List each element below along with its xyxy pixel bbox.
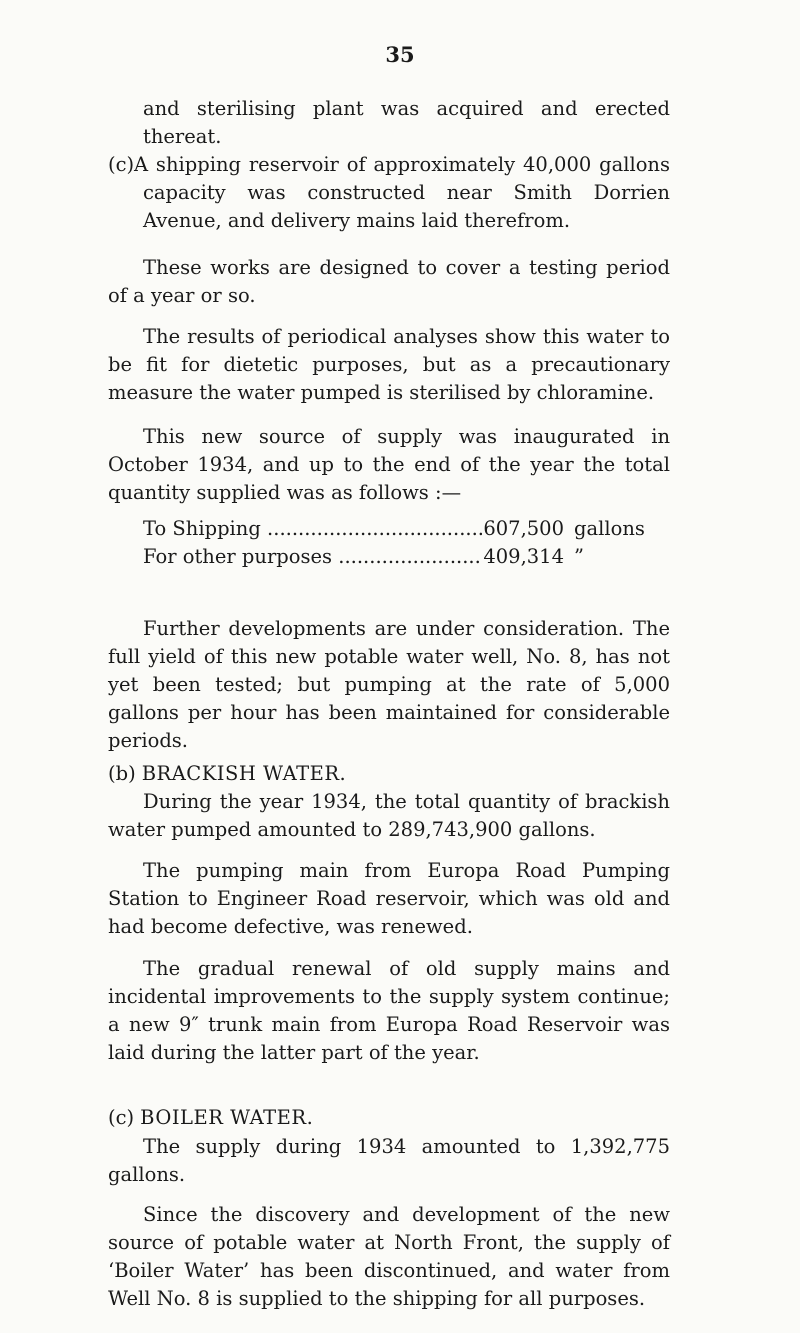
paragraph-main: The pumping main from Europa Road Pumping Station to Engineer Road reservoir, which was old and had become defective, was renewed.	[108, 859, 670, 938]
item-label: (c)	[108, 153, 135, 176]
paragraph-works: These works are designed to cover a testing period of a year or so.	[108, 256, 670, 307]
paragraph-renewal: The gradual renewal of old supply mains and incidental improvements to the supply system continue; a new 9″ trunk main from Europa Road Reservoir was laid during the latter part of the year.	[108, 957, 670, 1064]
heading-boiler: (c) BOILER WATER.	[108, 1106, 314, 1129]
list-item-c	[108, 151, 670, 235]
item-text: A shipping reservoir of approximately 40,000 gallons capacity was constructed near Smith Dorrien Avenue, and delivery mains laid therefrom.	[134, 153, 670, 232]
paragraph-boiler: The supply during 1934 amounted to 1,392,775 gallons.	[108, 1135, 670, 1186]
paragraph-discovery: Since the discovery and development of the new source of potable water at North Front, the supply of ‘Boiler Water’ has been discontinued, and water from Well No. 8 is supplied to the shipping for all purposes.	[108, 1203, 670, 1310]
paragraph-results: The results of periodical analyses show this water to be fit for dietetic purposes, but as a precautionary measure the water pumped is sterilised by chloramine.	[108, 325, 670, 404]
paragraph-brackish: During the year 1934, the total quantity of brackish water pumped amounted to 289,743,900 gallons.	[108, 790, 670, 841]
page-number: 35	[385, 42, 415, 67]
table-row: For other purposes ..... 409,314 ”	[143, 543, 670, 571]
paragraph-further: Further developments are under consideration. The full yield of this new potable water well, No. 8, has not yet been tested; but pumping at the rate of 5,000 gallons per hour has been maintained for considerable periods.	[108, 617, 670, 752]
table-row: To Shipping ..... 607,500 gallons	[143, 515, 670, 543]
paragraph-intro: and sterilising plant was acquired and erected thereat.	[143, 97, 670, 148]
supply-table	[108, 515, 670, 571]
paragraph-source: This new source of supply was inaugurated in October 1934, and up to the end of the year the total quantity supplied was as follows :—	[108, 425, 670, 504]
heading-brackish: (b) BRACKISH WATER.	[108, 762, 347, 785]
